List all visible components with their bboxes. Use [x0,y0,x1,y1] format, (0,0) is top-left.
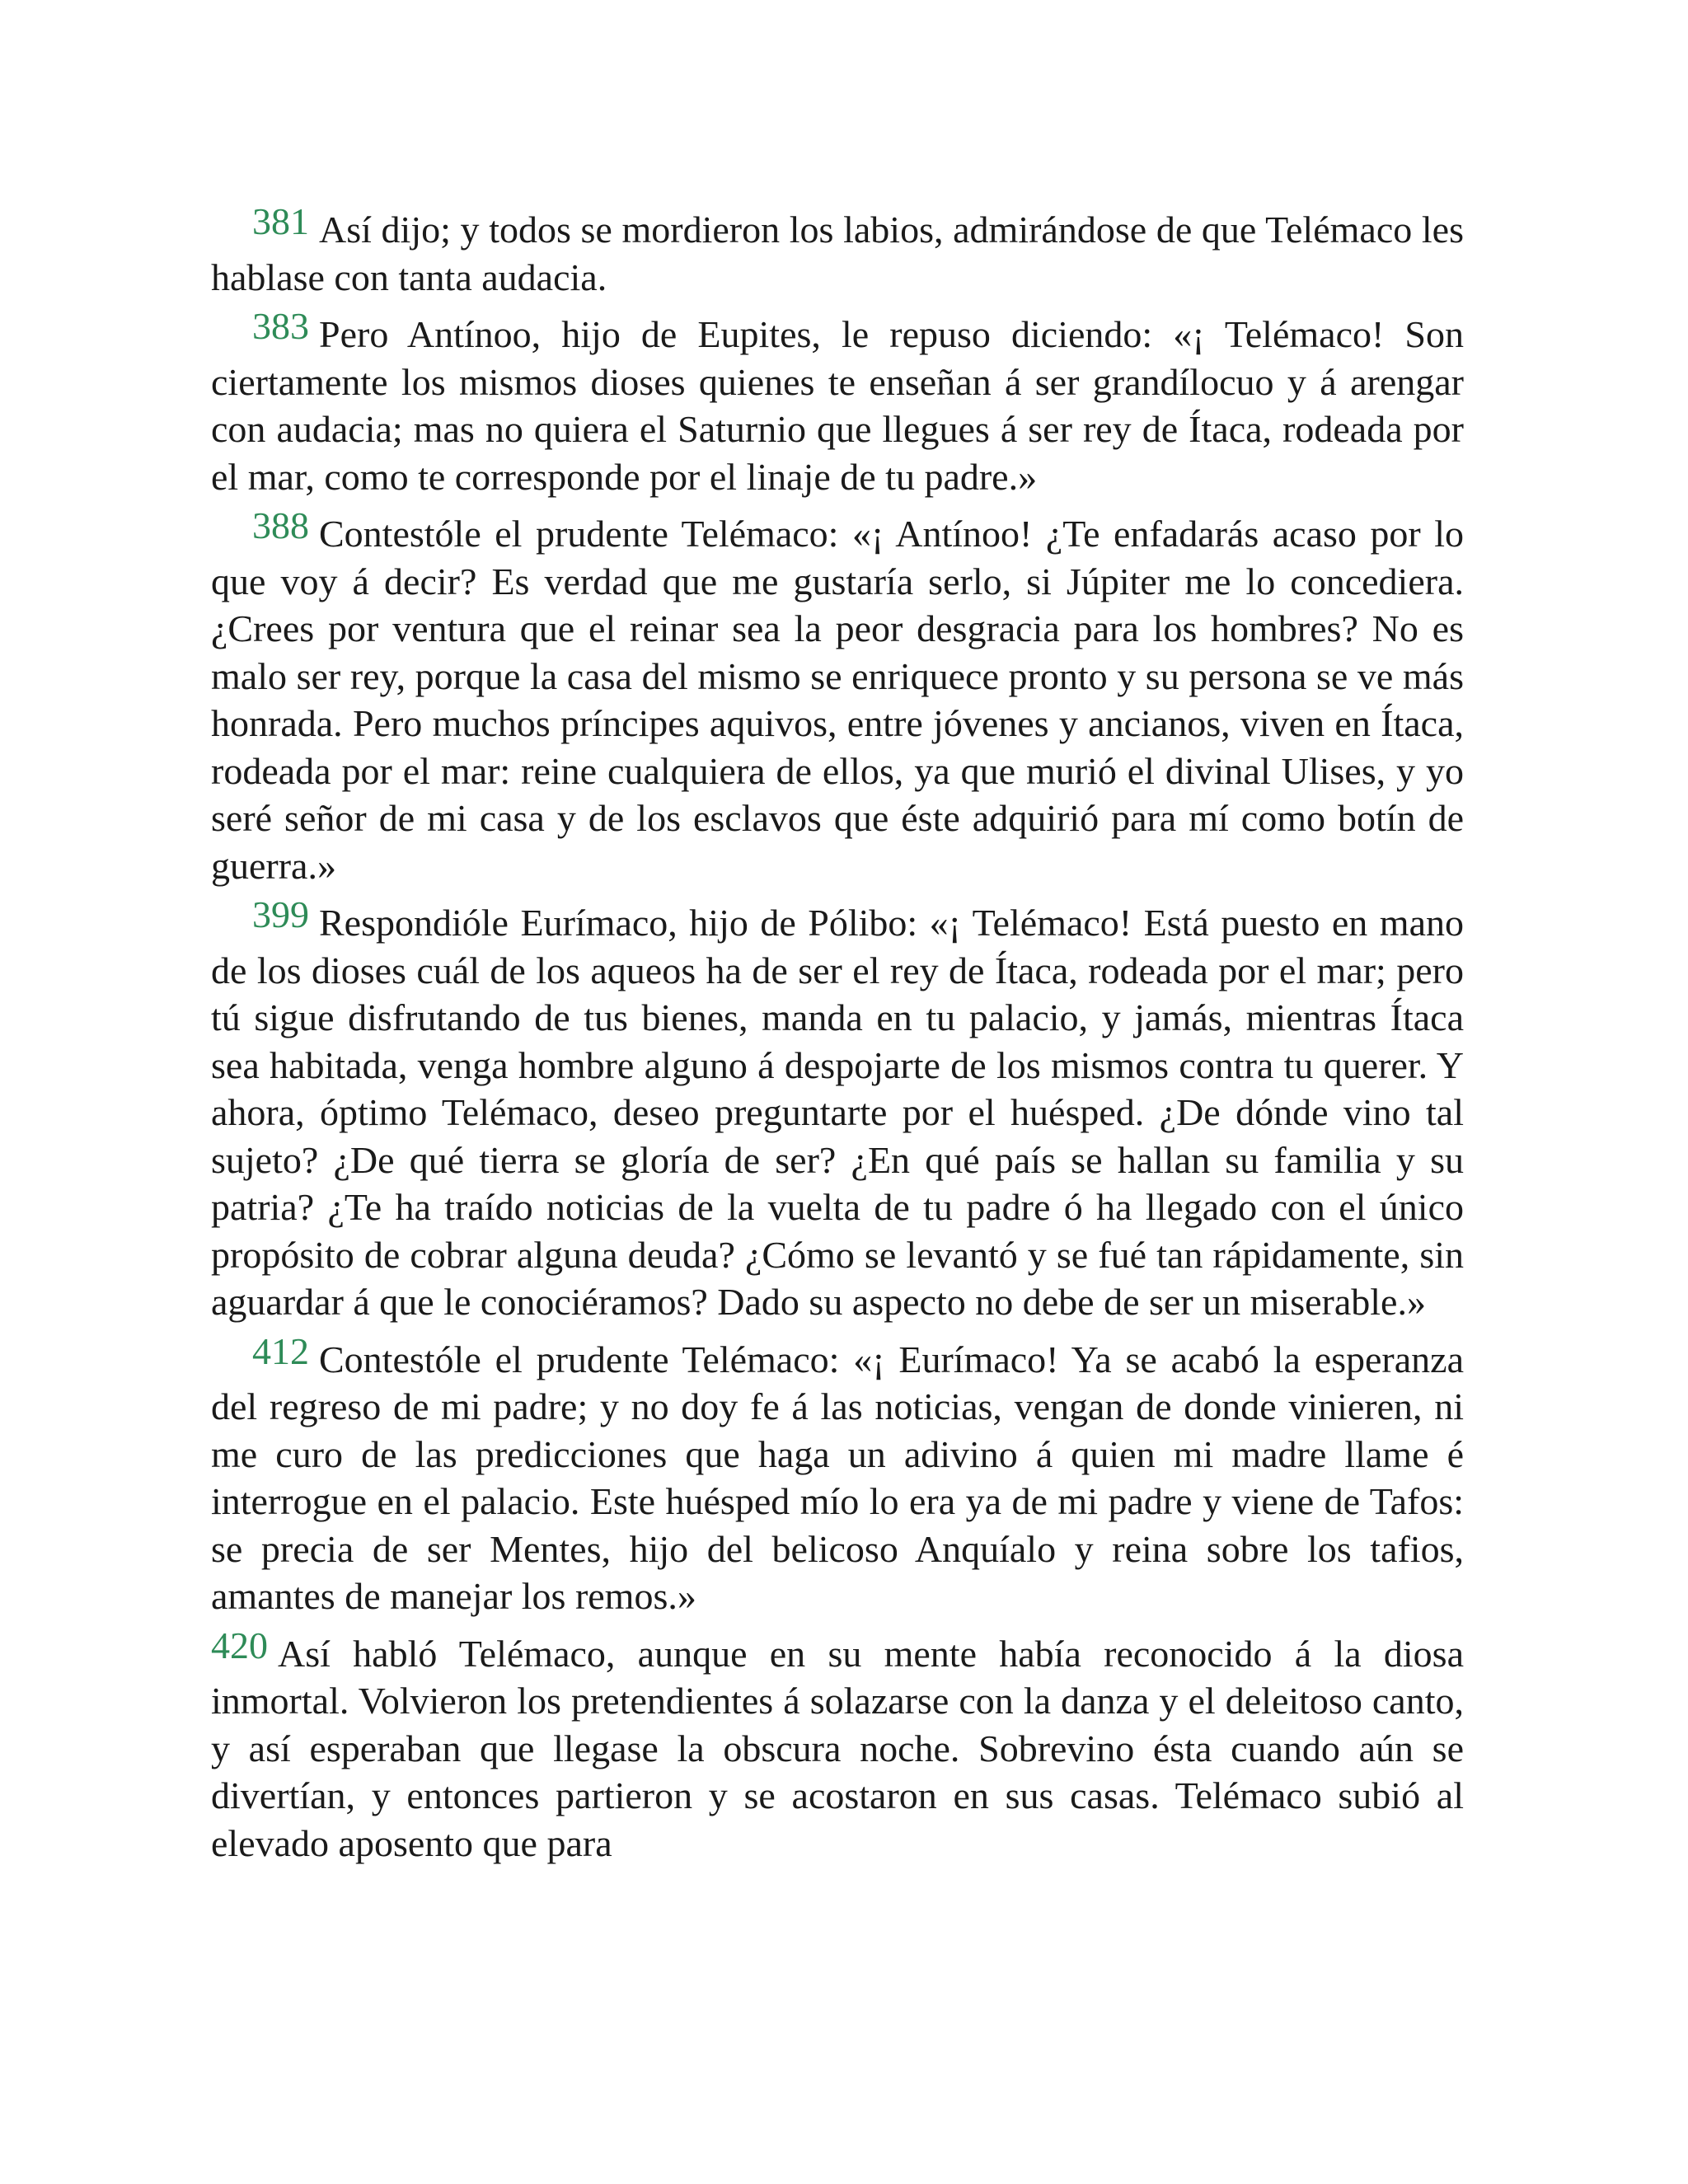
paragraph-399 [211,893,1464,1326]
page-body [211,200,1464,1877]
verse-number: 388 [252,504,309,546]
paragraph-388 [211,504,1464,889]
paragraph-text: Contestóle el prudente Telémaco: «¡ Antínoo! ¿Te enfadarás acaso por lo que voy á decir? Es verdad que me gustaría serlo, si Júpiter me lo concediera. ¿Crees por ventura que el reinar sea la peor desgracia para los hombres? No es malo ser rey, porque la casa del mismo se enriquece pronto y su persona se ve más honrada. Pero muchos príncipes aquivos, entre jóvenes y ancianos, viven en Ítaca, rodeada por el mar: reine cualquiera de ellos, ya que murió el divinal Ulises, y yo seré señor de mi casa y de los esclavos que éste adquirió para mí como botín de guerra.» [211,513,1464,887]
paragraph-text: Así dijo; y todos se mordieron los labios, admirándose de que Telémaco les hablase con tanta audacia. [211,209,1464,298]
verse-number: 412 [252,1329,309,1372]
paragraph-383 [211,305,1464,500]
paragraph-text: Pero Antínoo, hijo de Eupites, le repuso diciendo: «¡ Telémaco! Son ciertamente los mismos dioses quienes te enseñan á ser grandílocuo y á arengar con audacia; mas no quiera el Saturnio que llegues á ser rey de Ítaca, rodeada por el mar, como te corresponde por el linaje de tu padre.» [211,313,1464,498]
paragraph-text: Respondióle Eurímaco, hijo de Pólibo: «¡ Telémaco! Está puesto en mano de los dioses cuál de los aqueos ha de ser el rey de Ítaca, rodeada por el mar; pero tú sigue disfrutando de tus bienes, manda en tu palacio, y jamás, mientras Ítaca sea habitada, venga hombre alguno á despojarte de los mismos contra tu querer. Y ahora, óptimo Telémaco, deseo preguntarte por el huésped. ¿De dónde vino tal sujeto? ¿De qué tierra se gloría de ser? ¿En qué país se hallan su familia y su patria? ¿Te ha traído noticias de la vuelta de tu padre ó ha llegado con el único propósito de cobrar alguna deuda? ¿Cómo se levantó y se fué tan rápidamente, sin aguardar á que le conociéramos? Dado su aspecto no debe de ser un miserable.» [211,902,1464,1323]
paragraph-381 [211,200,1464,301]
paragraph-420 [211,1624,1464,1868]
verse-number: 399 [252,893,309,935]
paragraph-text: Contestóle el prudente Telémaco: «¡ Eurímaco! Ya se acabó la esperanza del regreso de mi padre; y no doy fe á las noticias, vengan de donde vinieren, ni me curo de las predicciones que haga un adivino á quien mi madre llame é interrogue en el palacio. Este huésped mío lo era ya de mi padre y viene de Tafos: se precia de ser Mentes, hijo del belicoso Anquíalo y reina sobre los tafios, amantes de manejar los remos.» [211,1338,1464,1617]
verse-number: 383 [252,305,309,347]
paragraph-412 [211,1329,1464,1620]
paragraph-text: Así habló Telémaco, aunque en su mente había reconocido á la diosa inmortal. Volvieron los pretendientes á solazarse con la danza y el deleitoso canto, y así esperaban que llegase la obscura noche. Sobrevino ésta cuando aún se divertían, y entonces partieron y se acostaron en sus casas. Telémaco subió al elevado aposento que para [211,1632,1464,1864]
verse-number: 381 [252,200,309,242]
verse-number: 420 [211,1624,268,1666]
